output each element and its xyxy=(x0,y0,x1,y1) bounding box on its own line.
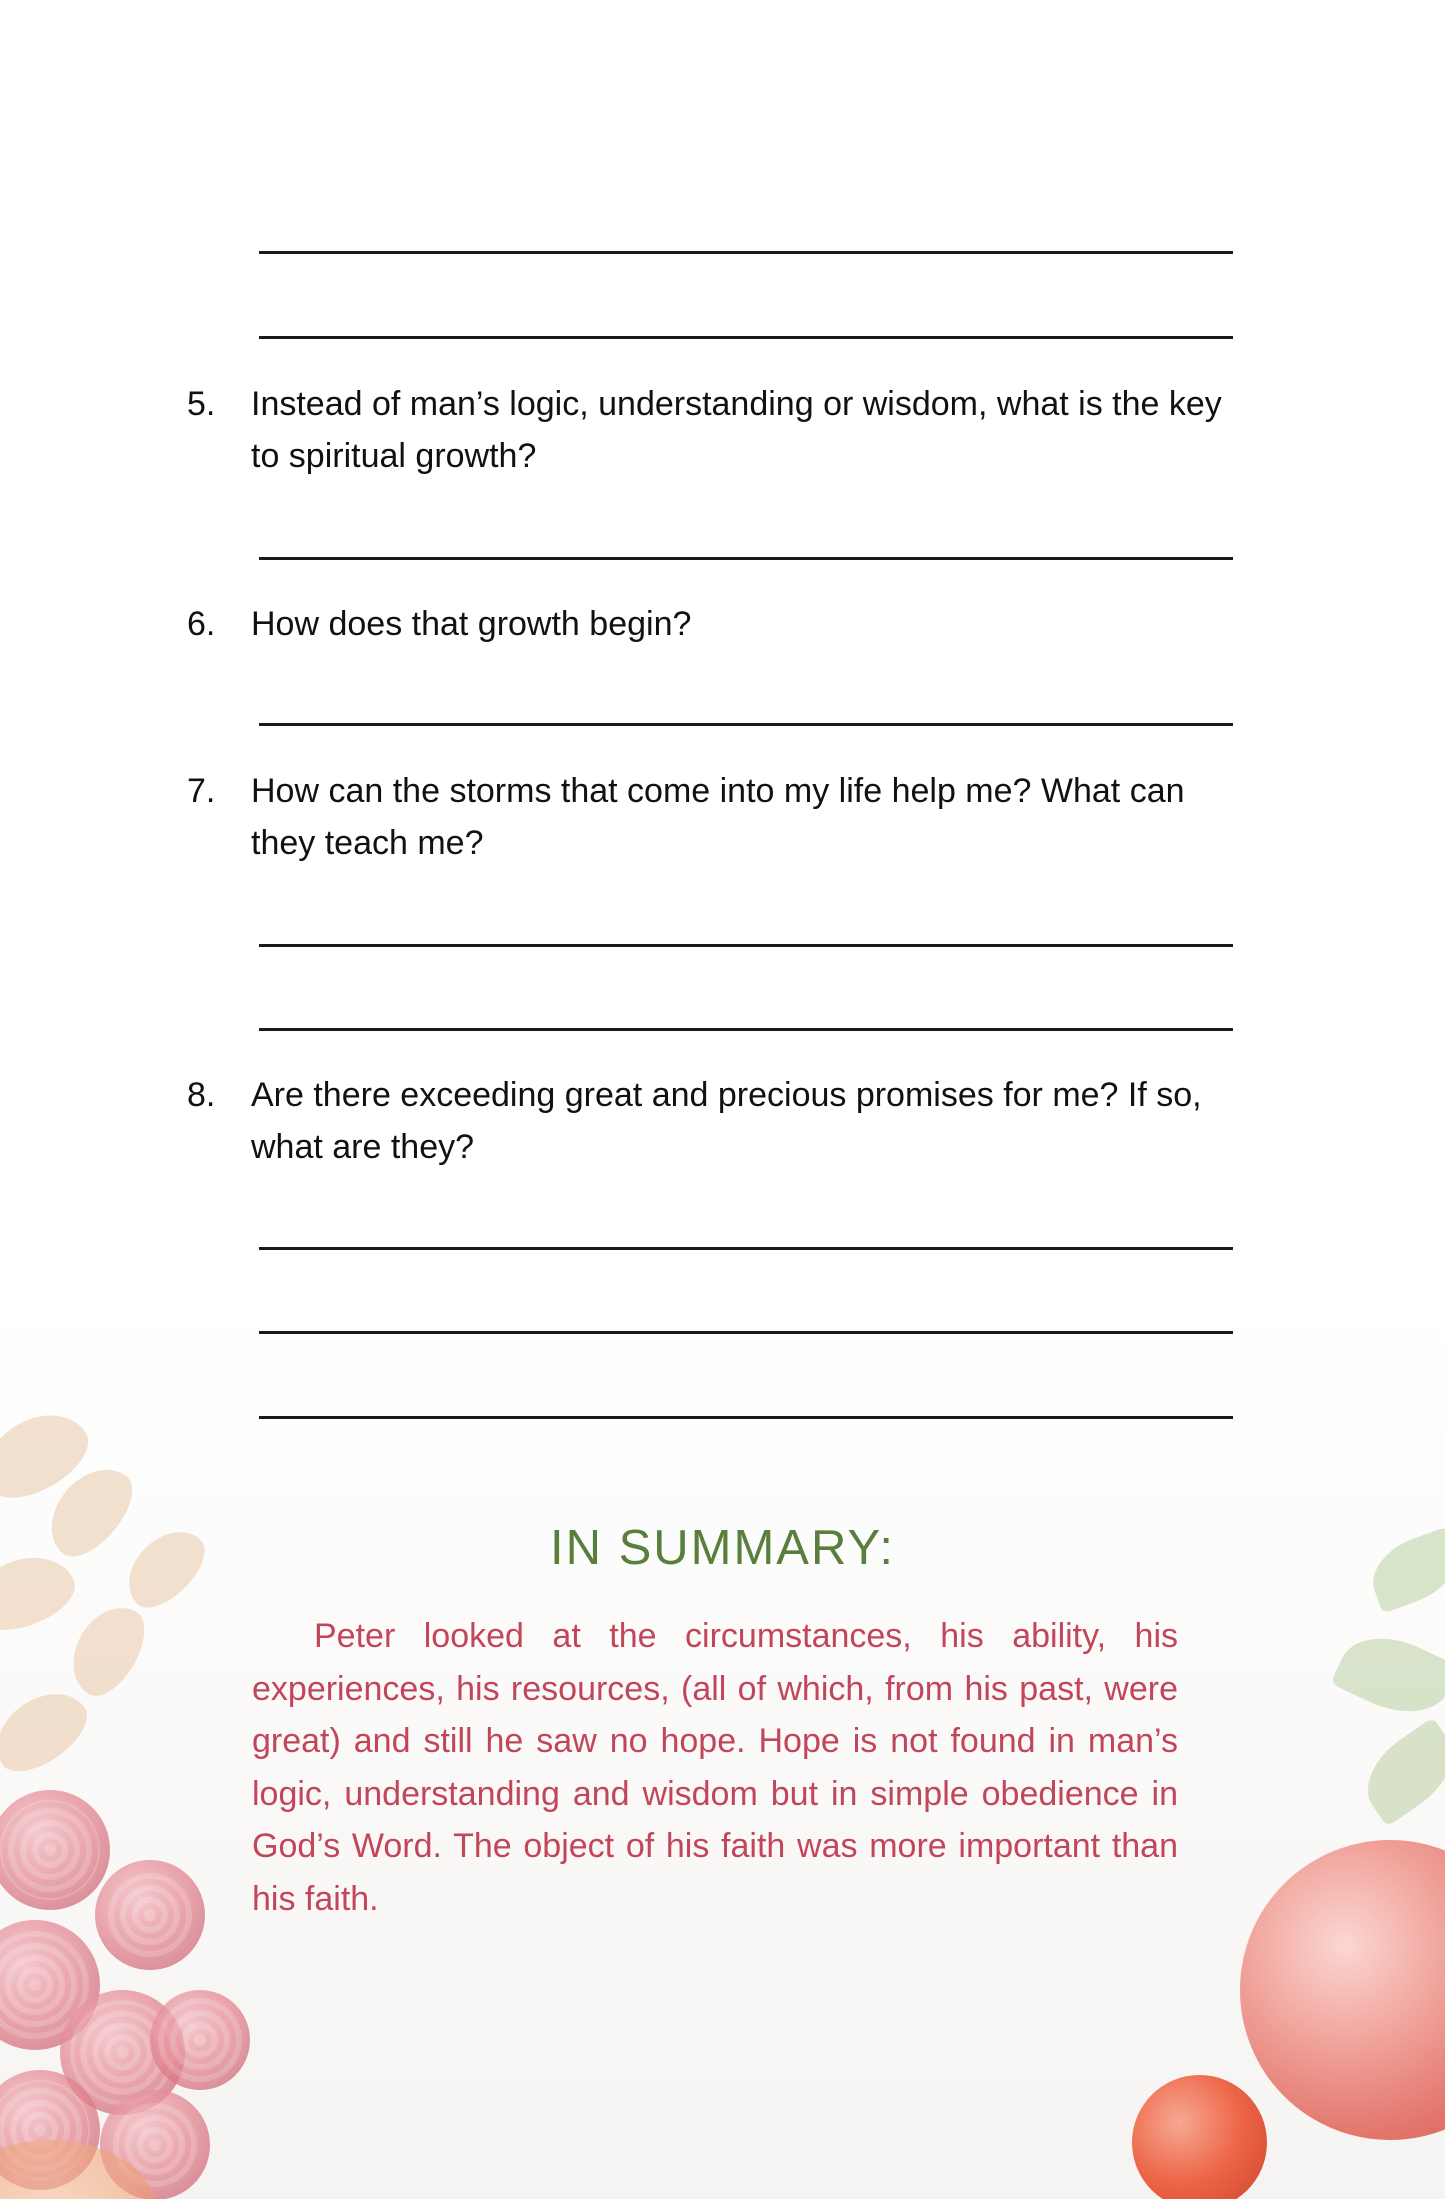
summary-title: IN SUMMARY: xyxy=(549,1521,896,1575)
answer-line[interactable] xyxy=(259,1416,1233,1419)
answer-line[interactable] xyxy=(259,251,1233,254)
question-8 xyxy=(187,1069,1247,1179)
question-text: How does that growth begin? xyxy=(251,605,692,643)
question-text: How can the storms that come into my life help me? What can they teach me? xyxy=(251,772,1185,862)
question-7 xyxy=(187,765,1247,875)
question-number: 8. xyxy=(187,1076,216,1114)
answer-line[interactable] xyxy=(259,944,1233,947)
answer-line[interactable] xyxy=(259,1247,1233,1250)
question-number: 7. xyxy=(187,772,216,810)
question-number: 5. xyxy=(187,385,216,423)
answer-line[interactable] xyxy=(259,1331,1233,1334)
question-number: 6. xyxy=(187,605,216,643)
raspberry-icon xyxy=(150,1990,250,2090)
summary-text: Peter looked at the circumstances, his ability, his experiences, his resources, (all of which, from his past, were great) and still he saw no hope. Hope is not found in man’s logic, understanding and wisdom but in simple obedience in God’s Word. The object of his faith was more important than his faith. xyxy=(252,1617,1178,1918)
question-text: Are there exceeding great and precious promises for me? If so, what are they? xyxy=(251,1076,1202,1166)
question-5 xyxy=(187,378,1247,488)
tomato-icon xyxy=(1132,2075,1267,2199)
raspberry-icon xyxy=(95,1860,205,1970)
answer-line[interactable] xyxy=(259,723,1233,726)
question-6 xyxy=(187,598,1247,654)
answer-line[interactable] xyxy=(259,336,1233,339)
answer-line[interactable] xyxy=(259,557,1233,560)
question-text: Instead of man’s logic, understanding or wisdom, what is the key to spiritual growth? xyxy=(251,385,1222,475)
answer-line[interactable] xyxy=(259,1028,1233,1031)
